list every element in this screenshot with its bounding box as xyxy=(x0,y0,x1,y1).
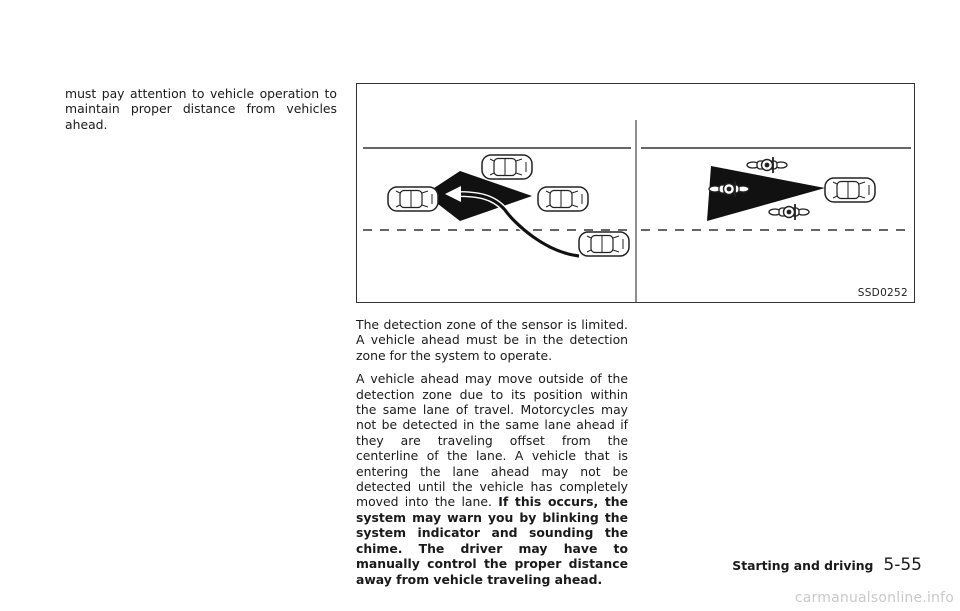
watermark: carmanualsonline.info xyxy=(794,590,954,606)
page-footer xyxy=(732,555,922,575)
car-adjacent-lane xyxy=(482,155,532,179)
car-ahead xyxy=(538,187,588,211)
left-column-text: must pay attention to vehicle operation to maintain proper distance from vehicles ahead. xyxy=(65,86,337,132)
right-column-text xyxy=(356,317,628,595)
detection-zone-illustration xyxy=(357,84,916,304)
figure-code: SSD0252 xyxy=(857,287,908,299)
motorcycle-top xyxy=(747,157,787,173)
page-number: 5-55 xyxy=(883,555,922,575)
car-own-right xyxy=(825,178,875,202)
car-own xyxy=(388,187,438,211)
paragraph-normal-text: A vehicle ahead may move outside of the detection zone due to its position within the same lane of travel. Motorcycles may not be detected in the same lane ahead if they are traveling offset from the centerline of the lane. A vehicle that is entering the lane ahead may not be detected until the vehicle has completely moved into the lane. xyxy=(356,371,628,510)
paragraph-detection-zone: The detection zone of the sensor is limited. A vehicle ahead must be in the detection zone for the system to operate. xyxy=(356,317,628,363)
motorcycle-bottom xyxy=(769,204,809,220)
car-merging xyxy=(579,232,629,256)
section-title: Starting and driving xyxy=(732,558,874,573)
detection-zone-figure xyxy=(356,83,915,303)
paragraph-warning-text: If this occurs, the system may warn you by blinking the system indicator and sounding the chime. The driver may have to manually control the proper distance away from vehicle traveling ahead. xyxy=(356,494,628,587)
paragraph-vehicle-outside-zone xyxy=(356,371,628,587)
